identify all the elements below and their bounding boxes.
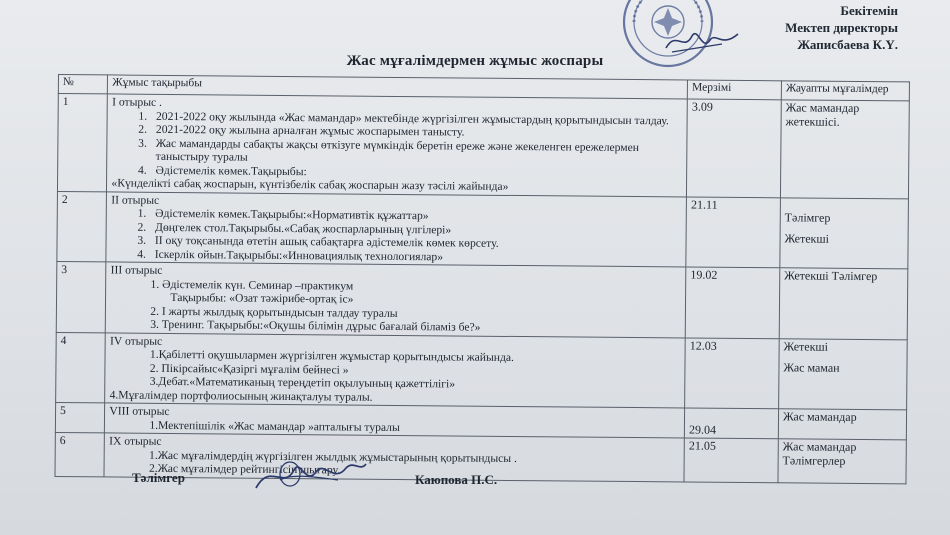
row-number: 2 [57,191,107,262]
header-date: Мерзімі [687,80,781,100]
row-topic [105,332,685,408]
topic-tail: «Күнделікті сабақ жоспарын, күнтізбелік сабақ жоспарын жазу тәсілі жайында» [111,176,509,193]
row-topic [107,94,688,197]
director-title: Мектеп директоры [785,20,898,35]
responsible-name: Жетекші [783,338,829,354]
mentor-name: Каюпова П.С. [415,472,498,487]
topic-line: 1.Мектепішілік «Жас мамандар »апталығы туралы [149,418,400,434]
table-row [56,261,908,339]
row-topic [104,433,684,482]
responsible-name: Тәлімгер [784,210,831,225]
row-responsible [778,439,906,484]
row-responsible [779,338,908,410]
row-number: 1 [57,94,107,192]
row-date: 12.03 [685,337,779,408]
topic-line: 2. I жарты жылдық қорытындысын талдау туралы [150,304,398,320]
approval-block [785,2,898,53]
row-responsible [778,409,906,440]
session-title: I отырыс . [112,95,163,109]
row-topic [106,262,686,338]
responsible-name: Жас мамандар [782,409,857,424]
row-number: 4 [56,332,106,403]
topic-list [111,206,682,265]
row-date: 29.04 [685,408,779,439]
header-number: № [58,75,108,94]
header-responsible: Жауапты мұғалімдер [781,81,909,101]
list-item: 1. 2021-2022 оқу жылында «Жас мамандар» мектебінде жүргізілген жұмыстардың қорытындысын талдау. [150,109,683,127]
row-responsible [780,197,909,269]
topic-line: 4.Мұғалімдер портфолиосының жинақталуы туралы. [109,387,373,404]
topic-list [112,109,683,181]
session-title: III отырыс [110,263,163,277]
list-item: 4. Әдістемелік көмек.Тақырыбы: [150,163,683,181]
topic-line: 1. Әдістемелік күн. Семинар –практикум [150,277,354,293]
director-name: Жаписбаева К.Ү. [797,37,898,52]
session-title: IX отырыс [109,434,162,448]
responsible-name: Жетекші [784,231,830,246]
row-date: 21.05 [684,438,778,482]
topic-line: 3.Дебат.«Математиканың тереңдетіп оқылуының қажеттілігі» [149,374,456,391]
table-row [57,191,909,269]
session-title: IV отырыс [110,333,163,348]
topic-line: Тақырыбы: «Озат тәжірибе-ортақ іс» [170,290,354,306]
session-title: VIII отырыс [109,404,170,418]
row-responsible [779,268,908,340]
row-date: 3.09 [687,99,782,197]
approve-label: Бекітемін [840,3,898,18]
row-date: 21.11 [686,196,780,267]
document-title: Жас мұғалімдермен жұмыс жоспары [346,53,604,69]
topic-line: 1.Жас мұғалімдердің жүргізілген жылдық жұмыстарының қорытындысы . [149,448,517,465]
list-item: 4. Іскерлік ойын.Тақырыбы:«Инновациялық технологиялар» [149,247,682,265]
responsible-name: Жас мамандар жетекшісі. [785,100,860,129]
responsible-name: Жетекші Тәлімгер [784,268,878,284]
row-topic [106,191,686,267]
list-item: 2. 2021-2022 оқу жылына арналған жұмыс жоспарымен танысту. [150,123,683,141]
list-item: 1. Әдістемелік көмек.Тақырыбы:«Нормативтік құжаттар» [149,207,682,225]
list-item: 2. Дөңгелек стол.Тақырыбы.«Сабақ жоспарларының үлгілері» [149,220,682,238]
list-item: 3. II оқу тоқсанында өтетін ашық сабақтарға әдістемелік көмек көрсету. [149,234,682,252]
row-number: 3 [56,261,106,332]
director-signature [662,22,742,56]
header-topic: Жұмыс тақырыбы [108,75,688,99]
row-number: 5 [55,402,105,432]
session-title: II отырыс [111,192,160,207]
row-date: 19.02 [685,267,779,338]
list-item: 3. Жас мамандарды сабақты жақсы өткізуге мүмкіндік беретін ереже және жекеленген ережелермен таныстыру туралы [150,136,683,168]
topic-line: 3. Тренинг. Тақырыбы:«Оқушы білімін дұрыс бағалай біламіз бе?» [150,317,481,334]
topic-line: 1.Қабілетті оқушылармен жүргізілген жұмыстар қорытындысы жайында. [149,347,515,364]
topic-line: 2.Жас мұғалімдер рейтингісін шығару. [148,461,341,477]
table-row [56,332,908,410]
mentor-signature [250,450,370,498]
responsible-name: Жас мамандар Тәлімгерлер [782,439,857,468]
row-number: 6 [55,432,105,476]
table-row [57,94,909,199]
mentor-role: Тәлімгер [132,470,185,485]
topic-line: 2. Пікірсайыс«Қазіргі мұғалім бейнесі » [149,361,349,377]
row-responsible [780,100,909,199]
work-plan-table [54,74,909,484]
responsible-name: Жас маман [783,360,840,375]
